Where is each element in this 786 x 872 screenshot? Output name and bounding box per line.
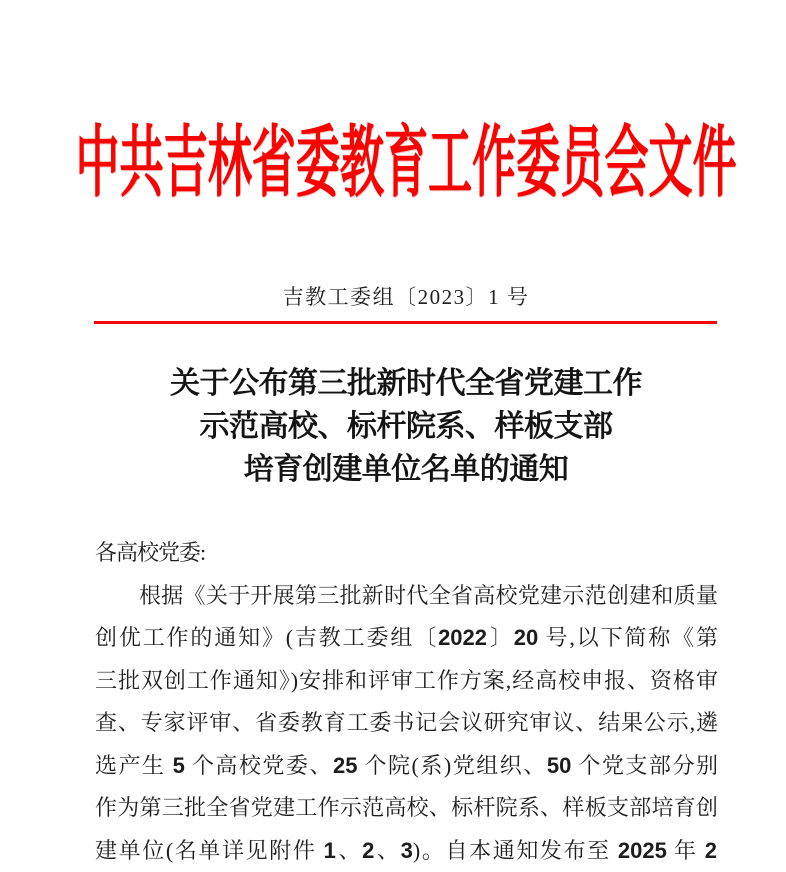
red-header-banner xyxy=(75,116,737,210)
org-title-text: 中共吉林省委教育工作委员会文件 xyxy=(75,119,737,206)
salutation: 各高校党委: xyxy=(95,540,206,565)
body-line-7: 建单位(名单详见附件 1、2、3)。自本通知发布至 2025 年 2 xyxy=(95,837,717,863)
body-line-1: 根据《关于开展第三批新时代全省高校党建示范创建和质量 xyxy=(139,582,717,608)
document-number: 吉教工委组〔2023〕1 号 xyxy=(282,285,530,309)
document-title-line-2: 示范高校、标杆院系、样板支部 xyxy=(199,410,613,443)
body-line-3: 三批双创工作通知》)安排和评审工作方案,经高校申报、资格审 xyxy=(95,667,717,693)
document-title-line-3: 培育创建单位名单的通知 xyxy=(243,453,569,486)
body-line-2: 创优工作的通知》(吉教工委组〔2022〕20 号,以下简称《第 xyxy=(95,625,717,650)
body-line-4: 查、专家评审、省委教育工委书记会议研究审议、结果公示,遴 xyxy=(95,710,717,735)
document-body xyxy=(95,532,717,872)
document-title xyxy=(95,362,717,491)
body-line-6: 作为第三批全省党建工作示范高校、标杆院系、样板支部培育创 xyxy=(95,795,717,820)
body-line-5: 选产生 5 个高校党委、25 个院(系)党组织、50 个党支部分别 xyxy=(95,752,717,778)
document-title-line-1: 关于公布第三批新时代全省党建工作 xyxy=(170,367,642,400)
red-divider-line xyxy=(94,321,717,324)
